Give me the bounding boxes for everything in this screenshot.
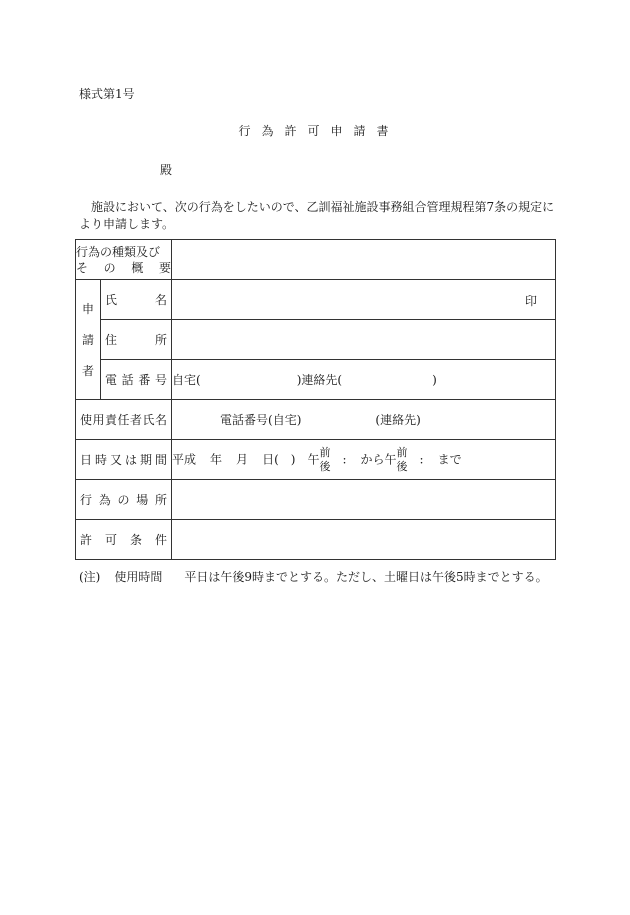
applicant-char: 者: [81, 364, 94, 378]
activity-label: 行為の種類及び: [76, 244, 161, 259]
ampm-stack-2: [397, 446, 408, 474]
phone-close: ): [432, 373, 437, 387]
activity-input[interactable]: [172, 240, 556, 280]
applicant-group-label: [76, 280, 101, 400]
place-label: 行為の場所: [80, 493, 168, 507]
application-table: [75, 239, 556, 560]
table-row: [76, 440, 556, 480]
period-day-close: ): [290, 452, 296, 466]
seal-mark: 印: [524, 294, 537, 308]
note-text: 平日は午後9時までとする。ただし、土曜日は午後5時までとする。: [184, 570, 548, 584]
period-until: まで: [437, 452, 462, 466]
table-row: [76, 400, 556, 440]
table-row: [76, 240, 556, 280]
period-noon: 午: [307, 452, 320, 466]
period-day: 日(: [262, 452, 279, 466]
ampm-before-2: 前: [396, 445, 408, 459]
document-title: 行為許可申請書: [238, 124, 400, 138]
phone-label: 電話番号: [105, 373, 168, 387]
ampm-before: 前: [319, 445, 331, 459]
period-year: 年: [210, 452, 223, 466]
responsible-label: 使用責任者氏名: [80, 413, 168, 427]
phone-input[interactable]: [172, 360, 556, 400]
note-prefix: (注): [79, 570, 101, 584]
address-input[interactable]: [172, 320, 556, 360]
intro-text: 施設において、次の行為をしたいので、乙訓福祉施設事務組合管理規程第7条の規定により申請します。: [79, 200, 555, 231]
activity-label-2: その概要: [76, 260, 172, 275]
period-input[interactable]: [172, 440, 556, 480]
address-label: 住所: [105, 333, 168, 347]
colon: :: [342, 452, 347, 466]
phone-home: 自宅(: [172, 373, 201, 387]
place-input[interactable]: [172, 480, 556, 520]
conditions-label: 許可条件: [80, 533, 168, 547]
conditions-input[interactable]: [172, 520, 556, 560]
table-row: [76, 280, 556, 320]
applicant-char: 申: [81, 302, 94, 316]
note-label: 使用時間: [114, 570, 163, 584]
name-label: 氏名: [105, 293, 168, 307]
name-input[interactable]: [172, 280, 556, 320]
period-label: 日時又は期間: [80, 453, 168, 467]
table-row: [76, 520, 556, 560]
period-era: 平成: [172, 452, 197, 466]
table-row: [76, 360, 556, 400]
table-row: [76, 320, 556, 360]
addressee-suffix: 殿: [160, 163, 173, 177]
ampm-after: 後: [319, 459, 331, 473]
phone-contact: )連絡先(: [296, 373, 343, 387]
period-month: 月: [236, 452, 249, 466]
activity-label-cell: [76, 240, 172, 280]
ampm-stack: [319, 446, 330, 474]
ampm-after-2: 後: [396, 459, 408, 473]
period-from: から午: [360, 452, 397, 466]
table-row: [76, 480, 556, 520]
form-number: 様式第1号: [79, 87, 135, 101]
usage-note: [79, 568, 548, 585]
responsible-contact: (連絡先): [375, 413, 421, 427]
colon-2: :: [419, 452, 424, 466]
applicant-char: 請: [81, 333, 94, 347]
responsible-phone: 電話番号(自宅): [220, 413, 302, 427]
responsible-input[interactable]: [172, 400, 556, 440]
